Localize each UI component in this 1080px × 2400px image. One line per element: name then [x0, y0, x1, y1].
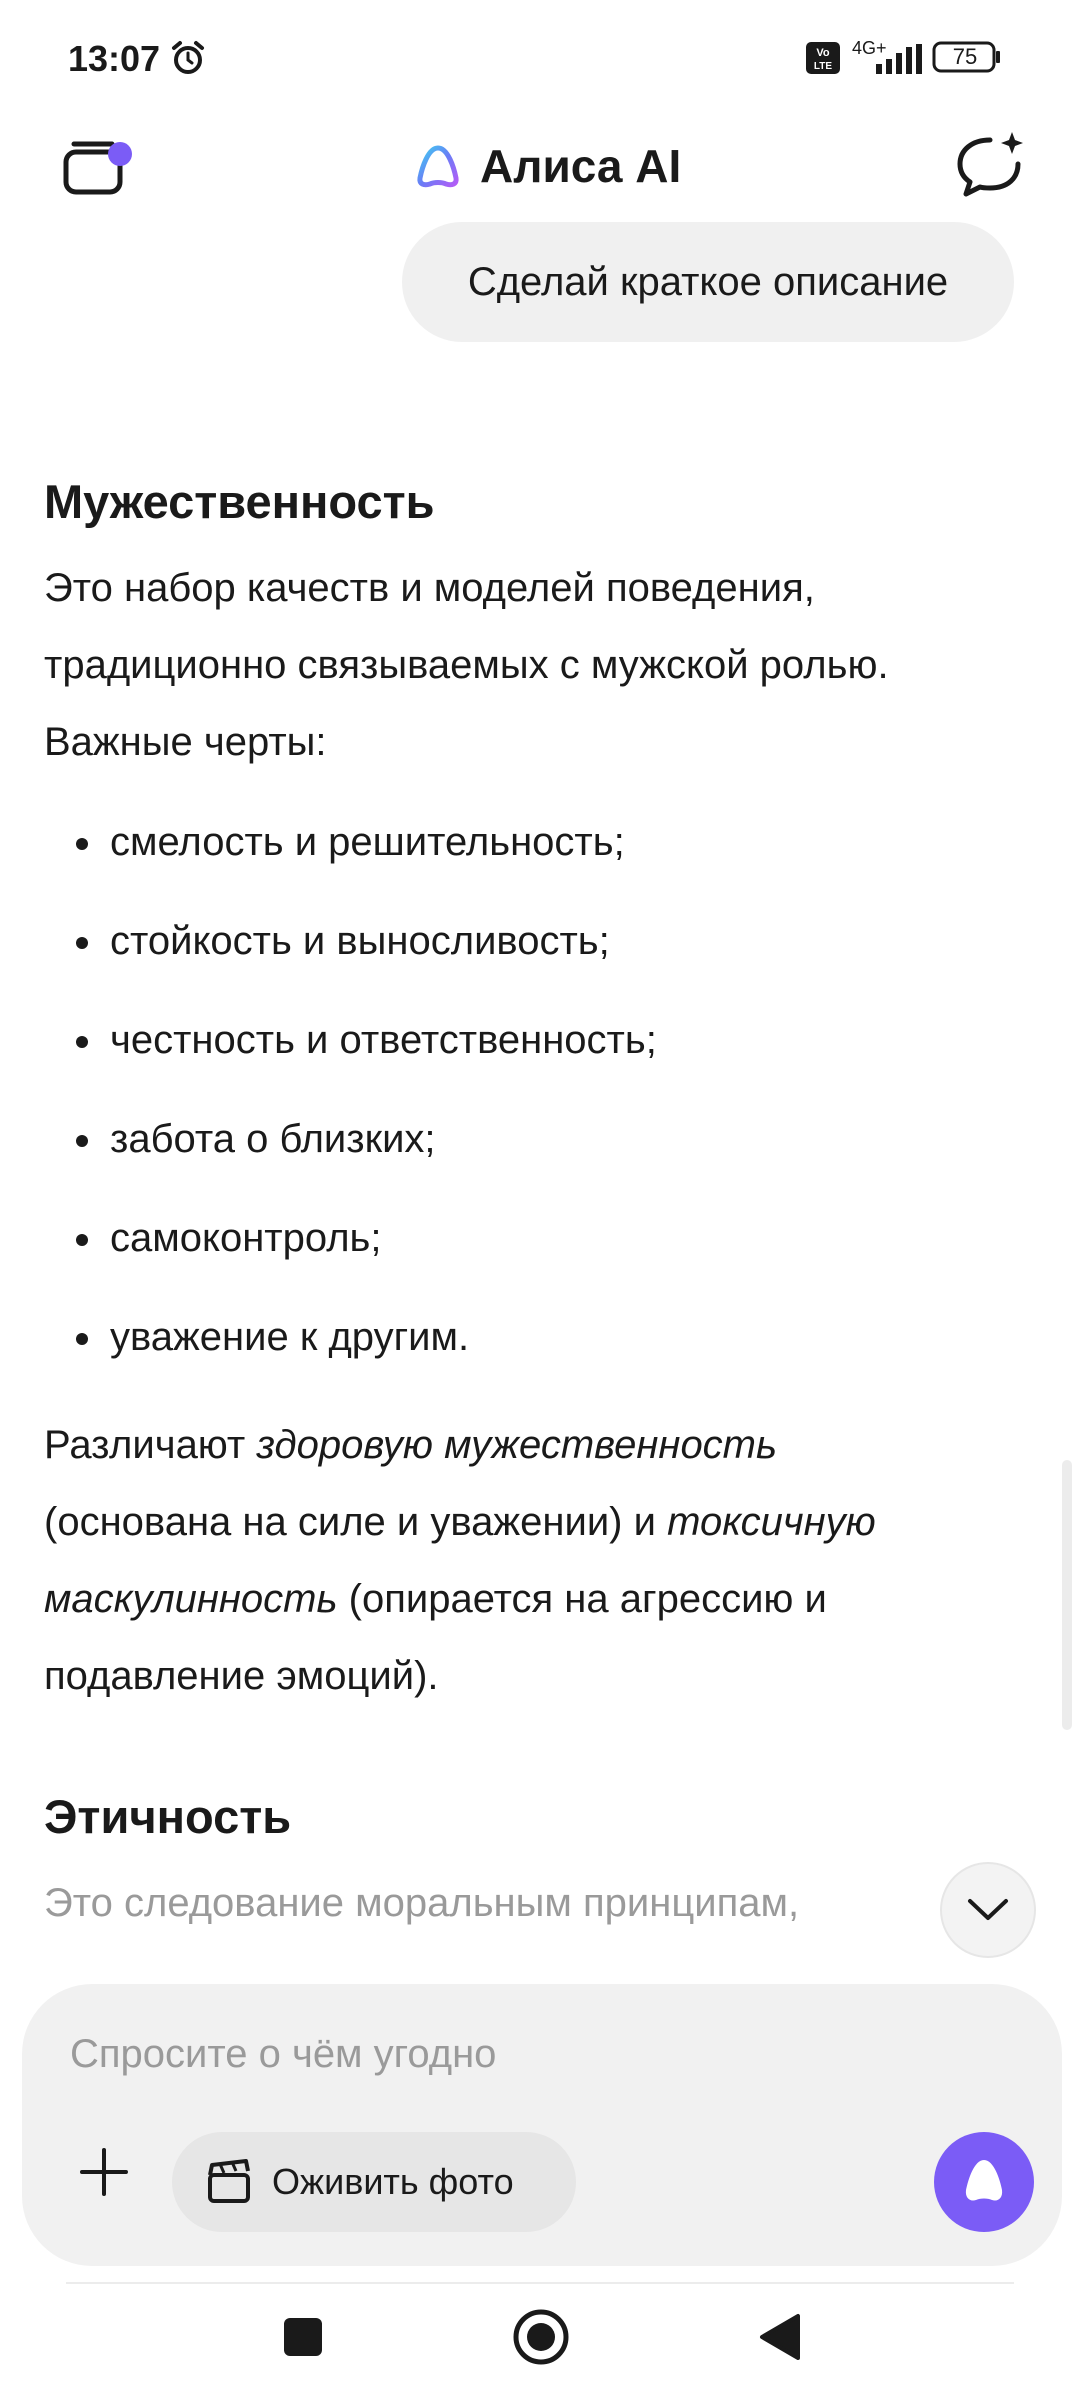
list-item: забота о близких; — [44, 1090, 974, 1189]
recent-apps-icon[interactable] — [282, 2316, 324, 2358]
new-chat-button[interactable] — [950, 126, 1030, 206]
section-title-2: Этичность — [44, 1790, 292, 1843]
clapperboard-icon — [206, 2159, 252, 2205]
list-item: честность и ответственность; — [44, 991, 974, 1090]
signal-icon — [846, 44, 922, 74]
history-button[interactable] — [60, 128, 140, 204]
status-bar — [0, 0, 1080, 120]
svg-text:LTE: LTE — [813, 61, 833, 72]
revive-photo-chip[interactable] — [172, 2132, 576, 2232]
app-title: Алиса AI — [480, 140, 682, 192]
traits-list — [44, 793, 974, 1387]
voice-button[interactable] — [934, 2132, 1034, 2232]
chip-label: Оживить фото — [272, 2161, 514, 2202]
text-span: (опирается на агрессию и подавление эмоций). — [44, 1577, 827, 1698]
emphasis-toxic: токсичную маскулинность — [44, 1500, 876, 1621]
assistant-answer — [44, 460, 974, 1941]
new-chat-icon — [950, 126, 1030, 206]
text-span: (основана на силе и уважении) и — [44, 1500, 668, 1544]
alarm-icon — [170, 40, 206, 76]
back-icon[interactable] — [756, 2312, 802, 2362]
section-title: Мужественность — [44, 475, 435, 528]
list-item: стойкость и выносливость; — [44, 892, 974, 991]
alice-voice-icon — [956, 2156, 1012, 2208]
chevron-down-icon — [966, 1897, 1010, 1923]
emphasis-healthy: здоровую мужественность — [256, 1423, 778, 1467]
text-span: Различают — [44, 1423, 257, 1467]
plus-icon — [78, 2146, 130, 2198]
scrollbar-thumb[interactable] — [1062, 1460, 1072, 1730]
section-paragraph — [44, 1407, 974, 1715]
brand — [414, 128, 681, 204]
list-item: уважение к другим. — [44, 1288, 974, 1387]
list-item: смелость и решительность; — [44, 793, 974, 892]
message-input[interactable] — [70, 2024, 930, 2084]
network-type: 4G+ — [852, 38, 887, 58]
nav-divider — [66, 2282, 1014, 2284]
user-message: Сделай краткое описание — [402, 222, 1014, 342]
home-icon[interactable] — [512, 2308, 570, 2366]
history-icon — [60, 128, 140, 204]
scroll-down-button[interactable] — [940, 1862, 1036, 1958]
attach-button[interactable] — [66, 2134, 142, 2210]
alice-logo-icon — [414, 142, 462, 190]
volte-icon — [806, 42, 840, 74]
status-time: 13:07 — [68, 38, 161, 79]
app-header — [0, 118, 1080, 238]
section-intro: Это набор качеств и моделей поведения, традиционно связываемых с мужской ролью. Важные черты: — [44, 566, 889, 764]
list-item: самоконтроль; — [44, 1189, 974, 1288]
composer — [22, 1984, 1062, 2266]
battery-level: 75 — [952, 44, 978, 69]
section-2-start: Это следование моральным принципам, — [44, 1881, 800, 1925]
svg-text:Vo: Vo — [816, 47, 830, 59]
